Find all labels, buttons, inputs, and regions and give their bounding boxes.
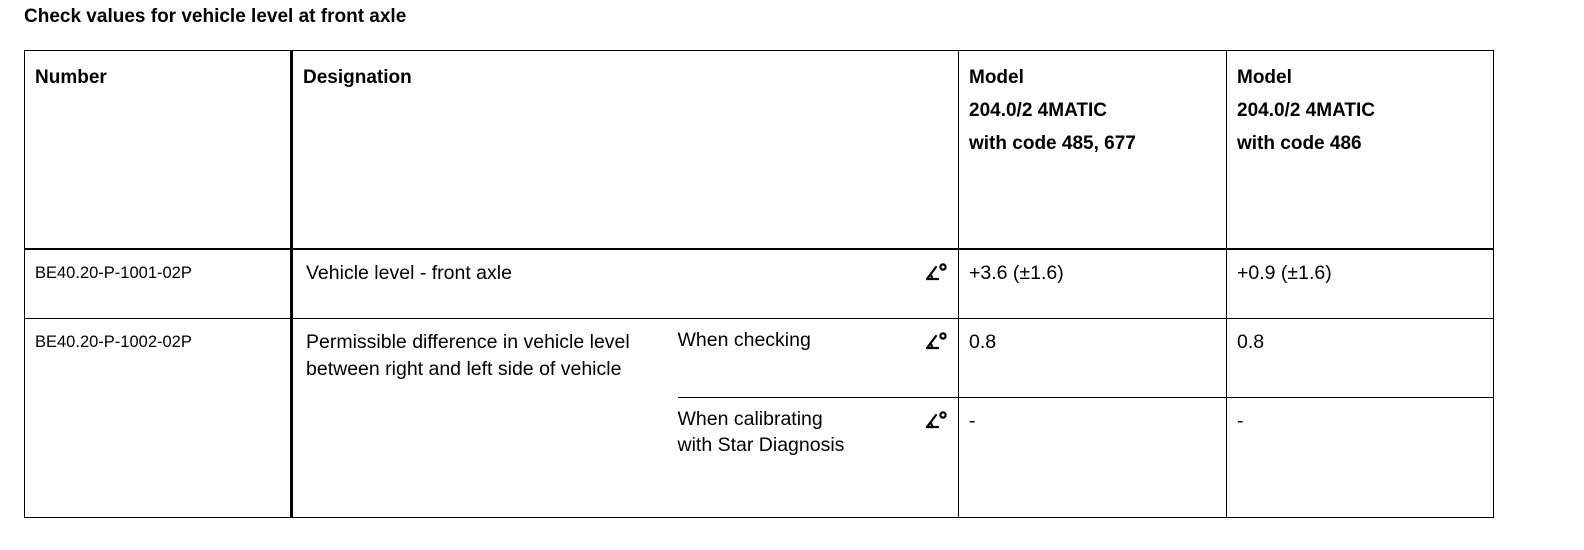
row2-sub2-model1-cell [959,398,1227,518]
header-designation: Designation [303,67,412,88]
row1-icon-cell [889,249,959,319]
header-model2-line2: 204.0/2 4MATIC [1237,100,1375,121]
row1-model1-cell [959,249,1227,319]
row1-designation: Vehicle level - front axle [306,261,512,284]
row2-designation: Permissible difference in vehicle level between right and left side of vehicle [306,331,630,380]
header-model1-line1: Model [969,67,1024,88]
row1-model2-cell [1227,249,1494,319]
row2-sub1-condition-cell [678,319,889,398]
row2-sub1-model1-value: 0.8 [969,331,997,353]
angle-degree-icon [889,319,959,353]
row2-sub1-model2-cell [1227,319,1494,398]
row1-model1-value: +3.6 (±1.6) [969,261,1064,284]
header-model1-line3: with code 485, 677 [969,133,1136,154]
row2-sub1-condition: When checking [677,329,811,351]
table-header-row [25,51,1494,249]
header-number: Number [35,67,107,88]
row2-sub2-icon-cell [889,398,959,518]
row2-sub2-model2-value: - [1237,410,1244,432]
row1-number-cell [25,249,292,319]
header-model2-line1: Model [1237,67,1292,88]
angle-degree-icon [889,398,959,432]
header-model1-cell [959,51,1227,249]
header-model1-line2: 204.0/2 4MATIC [969,100,1107,121]
row2-designation-cell [292,319,678,518]
row1-number: BE40.20-P-1001-02P [35,263,192,282]
check-values-table [24,50,1494,518]
row2-sub1-model2-value: 0.8 [1237,331,1265,353]
header-model2 [1227,51,1493,160]
header-model2-line3: with code 486 [1237,133,1362,154]
table-row [25,249,1494,319]
row2-sub1-icon-cell [889,319,959,398]
row2-sub2-condition-cell [678,398,889,518]
row2-number: BE40.20-P-1002-02P [35,333,192,351]
row2-sub2-model1-value: - [969,410,976,432]
row2-sub2-model2-cell [1227,398,1494,518]
row2-number-cell [25,319,292,518]
header-model2-cell [1227,51,1494,249]
row1-model2-value: +0.9 (±1.6) [1237,261,1332,284]
header-designation-cell [292,51,959,249]
table-row [25,319,1494,398]
header-model1 [959,51,1226,160]
row2-sub2-condition: When calibrating with Star Diagnosis [677,408,845,456]
row1-designation-cell [292,249,889,319]
row2-sub1-model1-cell [959,319,1227,398]
page-title: Check values for vehicle level at front axle [24,6,407,27]
angle-degree-icon [889,250,959,284]
header-number-cell [25,51,292,249]
